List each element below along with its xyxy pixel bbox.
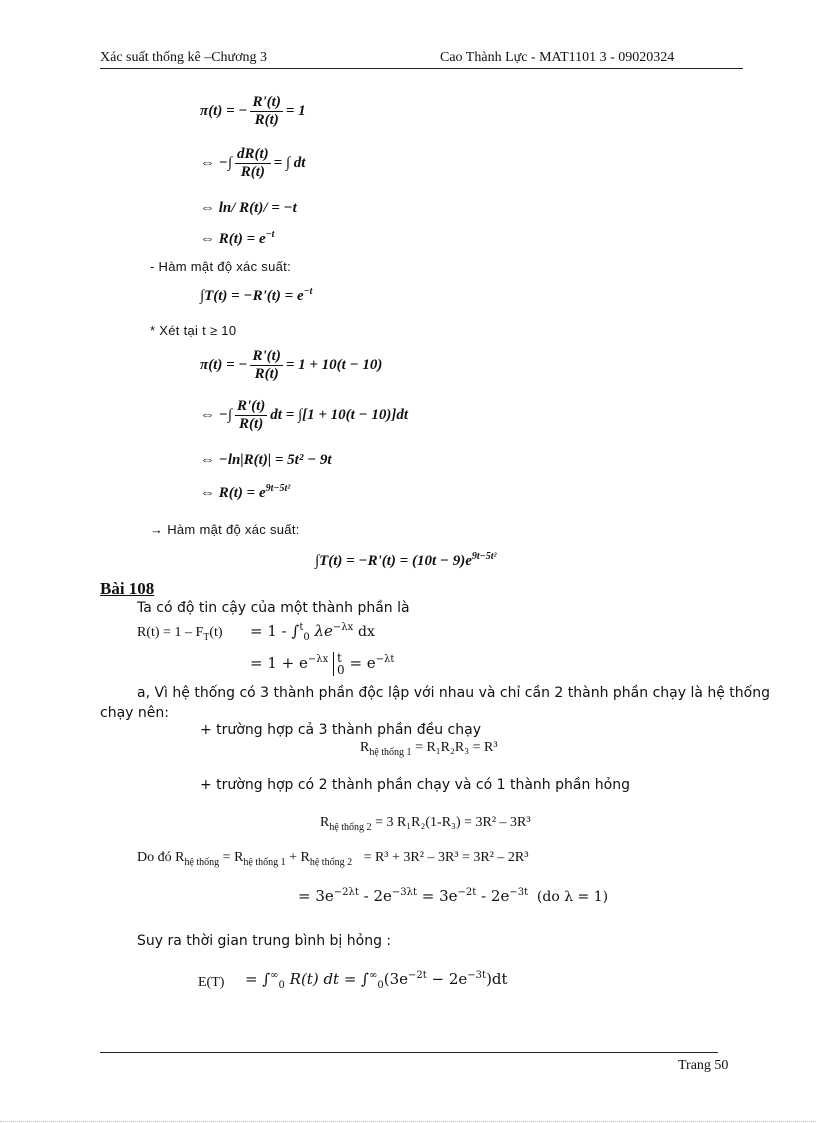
section-title-bai108: Bài 108	[100, 579, 155, 598]
footer-page-number: Trang 50	[678, 1058, 729, 1073]
bai108-r-integral: = 1 - ∫$^t_0$ $\lambda e^{-\lambda x}$ dx	[250, 622, 375, 643]
bai108-part-a-cont: chạy nên:	[100, 705, 169, 721]
bai108-r-def: $R(t) = 1 - F_T(t)$	[137, 625, 223, 643]
bai108-et-label: E(T)	[198, 975, 225, 990]
bai108-part-a: a, Vì hệ thống có 3 thành phần độc lập với nhau và chỉ cần 2 thành phần chạy là hệ thống	[137, 685, 770, 701]
bai108-doado: Do đó $R_{hệ thống} = R_{hệ thống 1} + R_{hệ thống 2} = R^3 + 3R^2 - 3R^3 = 3R^2 - 2R^3$	[137, 850, 529, 868]
header-left: Xác suất thống kê –Chương 3	[100, 50, 268, 65]
bai108-suyra: Suy ra thời gian trung bình bị hỏng :	[137, 933, 392, 949]
bai108-case1: + trường hợp cả 3 thành phần đều chạy	[200, 722, 481, 738]
header-rule	[100, 68, 743, 69]
page-bottom-dotted-line	[0, 1121, 816, 1122]
bai108-case1-eq: $R_{hệ thống 1} = R_1R_2R_3 = R^3$	[360, 740, 498, 758]
bai108-case2: + trường hợp có 2 thành phần chạy và có 1 thành phần hỏng	[200, 777, 630, 793]
bai108-final-eq: = $3e^{-2\lambda t} - 2e^{-3\lambda t} = 3e^{-2t} - 2e^{-3t}$ (do λ = 1)	[298, 887, 609, 905]
part1-eq4: ⇔ $R(t) = e^{-t}$	[200, 229, 275, 247]
part1-eq2: ⇔ −∫ $\frac{dR(t)}{R(t)}$ = ∫ dt	[200, 146, 306, 180]
part1-eq3: ⇔ ln/ R(t)/ = −t	[200, 200, 297, 216]
part2-density-label: → Hàm mật độ xác suất:	[150, 522, 300, 537]
footer-rule	[100, 1052, 718, 1053]
part1-eq1: π(t) = − $\frac{R'(t)}{R(t)}$ = 1	[200, 94, 306, 128]
part2-eq1: π(t) = − $\frac{R'(t)}{R(t)}$ = 1 + 10(t − 10)	[200, 348, 383, 382]
part1-density-label: - Hàm mật độ xác suất:	[150, 259, 291, 274]
part2-eq2: ⇔ −∫ $\frac{R'(t)}{R(t)}$ dt = ∫[1 + 10(t − 10)]dt	[200, 398, 409, 432]
bai108-r-result: = $1 + e^{-\lambda x}$ t 0 = $e^{-\lambda t}$	[250, 651, 395, 677]
part1-density-eq: $\int T(t) = -R'(t) = e^{-t}$	[200, 286, 313, 304]
bai108-et-eq: = $\int^\infty_0$ R(t) dt = $\int^\infty_0(3e^{-2t} - 2e^{-3t})dt$	[245, 970, 508, 991]
part2-eq4: ⇔ $R(t) = e^{9t-5t^2}$	[200, 483, 291, 501]
part2-eq3: ⇔ −ln|R(t)| = 5t² − 9t	[200, 452, 332, 468]
bai108-intro: Ta có độ tin cậy của một thành phần là	[137, 600, 410, 616]
part2-density-eq: $\int T(t) = -R'(t) = (10t - 9)e^{9t-5t^2}$	[315, 551, 497, 569]
bai108-case2-eq: $R_{hệ thống 2} = 3$ R₁R₂(1-R₃) = 3R² – 3R³	[320, 815, 531, 833]
part2-condition: * Xét tại t ≥ 10	[150, 323, 237, 338]
header-right: Cao Thành Lực - MAT1101 3 - 09020324	[440, 50, 675, 65]
